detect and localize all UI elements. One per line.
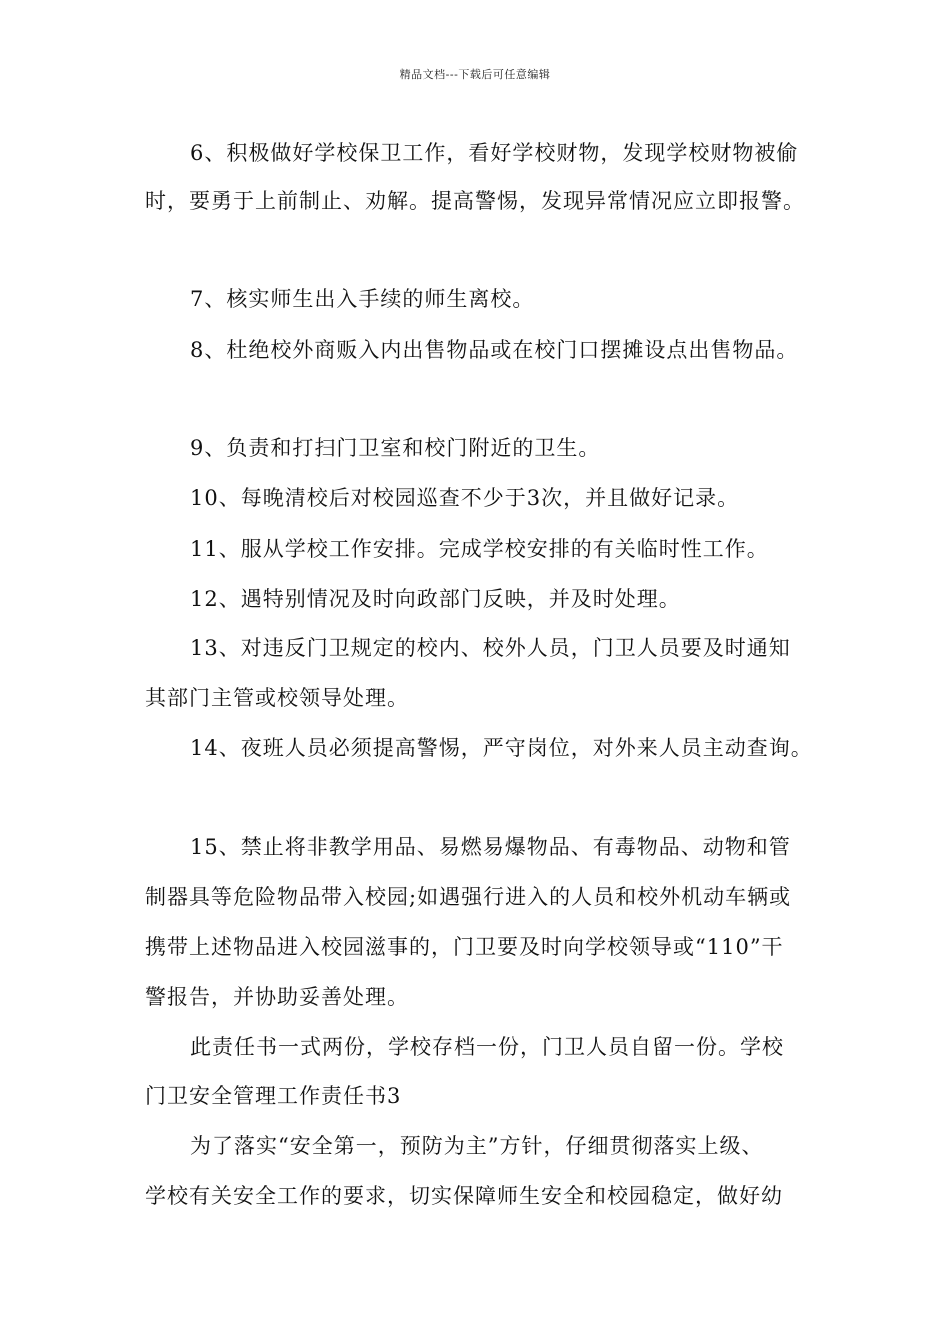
paragraph-line: 为了落实“安全第一，预防为主”方针，仔细贯彻落实上级、 <box>190 1134 764 1158</box>
paragraph-line: 14、夜班人员必须提高警惕，严守岗位，对外来人员主动查询。 <box>190 736 813 760</box>
paragraph-line: 警报告，并协助妥善处理。 <box>145 985 409 1009</box>
paragraph-line: 9、负责和打扫门卫室和校门附近的卫生。 <box>190 436 601 460</box>
paragraph-line: 12、遇特别情况及时向政部门反映，并及时处理。 <box>190 587 681 611</box>
paragraph-line: 门卫安全管理工作责任书3 <box>145 1084 402 1108</box>
paragraph-line: 15、禁止将非教学用品、易燃易爆物品、有毒物品、动物和管 <box>190 835 791 859</box>
paragraph-line: 10、每晚清校后对校园巡查不少于3次，并且做好记录。 <box>190 486 740 510</box>
paragraph-line: 学校有关安全工作的要求，切实保障师生安全和校园稳定，做好幼 <box>145 1184 783 1208</box>
paragraph-line: 制器具等危险物品带入校园;如遇强行进入的人员和校外机动车辆或 <box>145 885 792 909</box>
paragraph-line: 时，要勇于上前制止、劝解。提高警惕，发现异常情况应立即报警。 <box>145 189 805 213</box>
paragraph-line: 其部门主管或校领导处理。 <box>145 686 409 710</box>
paragraph-line: 此责任书一式两份，学校存档一份，门卫人员自留一份。学校 <box>190 1035 784 1059</box>
page-header: 精品文档---下载后可任意编辑 <box>399 68 551 81</box>
paragraph-line: 携带上述物品进入校园滋事的，门卫要及时向学校领导或“110”干 <box>145 935 784 959</box>
paragraph-line: 11、服从学校工作安排。完成学校安排的有关临时性工作。 <box>190 537 769 561</box>
paragraph-line: 6、积极做好学校保卫工作，看好学校财物，发现学校财物被偷 <box>190 141 799 165</box>
paragraph-line: 7、核实师生出入手续的师生离校。 <box>190 287 535 311</box>
paragraph-line: 8、杜绝校外商贩入内出售物品或在校门口摆摊设点出售物品。 <box>190 338 799 362</box>
paragraph-line: 13、对违反门卫规定的校内、校外人员，门卫人员要及时通知 <box>190 636 791 660</box>
